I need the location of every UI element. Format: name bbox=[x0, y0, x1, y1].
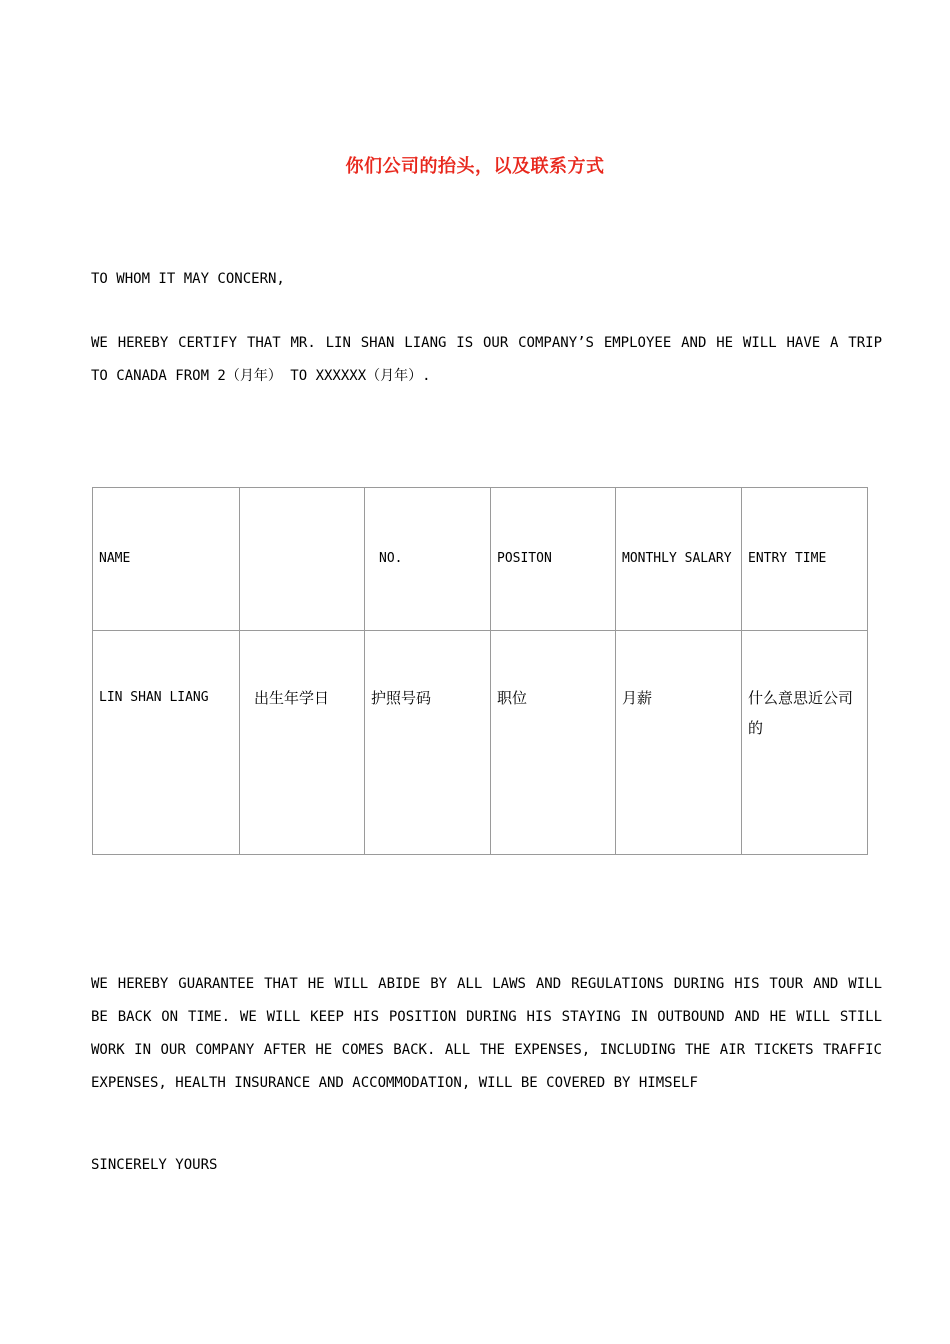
header-entry-time: ENTRY TIME bbox=[742, 488, 868, 631]
cell-passport-number: 护照号码 bbox=[365, 631, 491, 855]
closing: SINCERELY YOURS bbox=[91, 1157, 218, 1173]
cell-monthly-salary: 月薪 bbox=[616, 631, 742, 855]
header-position: POSITON bbox=[491, 488, 616, 631]
header-birth bbox=[240, 488, 365, 631]
cell-position: 职位 bbox=[491, 631, 616, 855]
salutation: TO WHOM IT MAY CONCERN, bbox=[91, 271, 285, 287]
guarantee-paragraph: WE HEREBY GUARANTEE THAT HE WILL ABIDE BY ALL LAWS AND REGULATIONS DURING HIS TOUR AND WILL BE BACK ON TIME. WE WILL KEEP HIS POSITION DURING HIS STAYING IN OUTBOUND AND HE WILL STILL WORK IN OUR COMPANY AFTER HE COMES BACK. ALL THE EXPENSES, INCLUDING THE AIR TICKETS TRAFFIC EXPENSES, HEALTH INSURANCE AND ACCOMMODATION, WILL BE COVERED BY HIMSELF bbox=[91, 976, 882, 1091]
cell-birth-date: 出生年学日 bbox=[240, 631, 365, 855]
employee-info-table bbox=[92, 487, 868, 855]
header-monthly-salary: MONTHLY SALARY bbox=[616, 488, 742, 631]
header-name: NAME bbox=[93, 488, 240, 631]
table-header-row bbox=[93, 488, 868, 631]
header-passport-no: NO. bbox=[365, 488, 491, 631]
cell-entry-time: 什么意思近公司的 bbox=[742, 631, 868, 855]
certify-paragraph: WE HEREBY CERTIFY THAT MR. LIN SHAN LIANG IS OUR COMPANY’S EMPLOYEE AND HE WILL HAVE A TRIP TO CANADA FROM 2（月年） TO XXXXXX（月年）. bbox=[91, 335, 882, 384]
table-row bbox=[93, 631, 868, 855]
cell-name: LIN SHAN LIANG bbox=[93, 631, 240, 855]
page-title: 你们公司的抬头，以及联系方式 bbox=[345, 156, 605, 177]
